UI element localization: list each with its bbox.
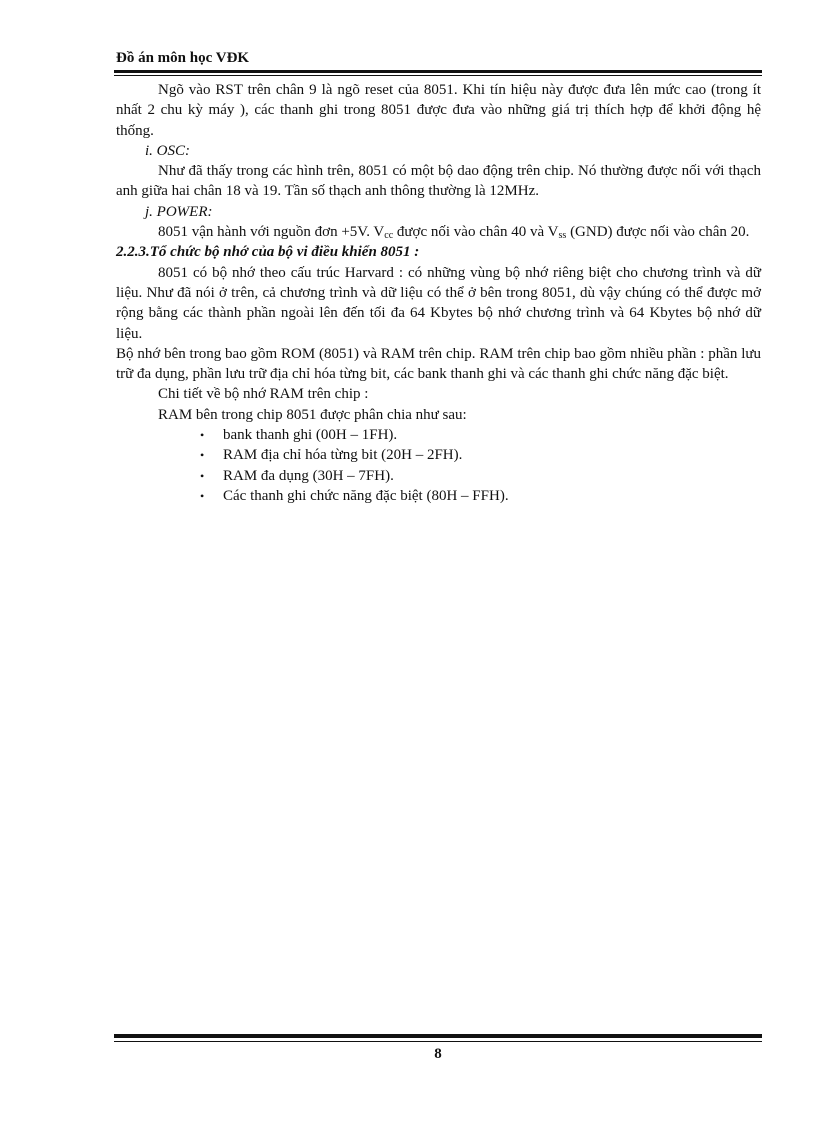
paragraph-harvard: 8051 có bộ nhớ theo cấu trúc Harvard : có những vùng bộ nhớ riêng biệt cho chương trình và dữ liệu. Như đã nói ở trên, cả chương trình và dữ liệu có thể ở bên trong 8051, dù vậy chúng có thể được mở rộng bằng các thành phần ngoài lên đến tối đa 64 Kbytes bộ nhớ chương trình và 64 Kbytes bộ nhớ dữ liệu. (116, 264, 761, 342)
list-item: • bank thanh ghi (00H – 1FH). (116, 425, 761, 445)
paragraph-rst: Ngõ vào RST trên chân 9 là ngõ reset của 8051. Khi tín hiệu này được đưa lên mức cao (trong ít nhất 2 chu kỳ máy ), các thanh ghi trong 8051 được đưa vào những giá trị thích hợp để khởi động hệ thống. (116, 82, 761, 139)
subheading-power: j. POWER: (145, 203, 213, 220)
header-rule-thin (114, 75, 762, 76)
page-number: 8 (434, 1046, 442, 1062)
list-item: • Các thanh ghi chức năng đặc biệt (80H – FFH). (116, 486, 761, 506)
paragraph-power (116, 222, 761, 242)
power-text-2: được nối vào chân 40 và V (393, 224, 559, 241)
section-heading-memory: 2.2.3.Tổ chức bộ nhớ của bộ vi điều khiển 8051 : (116, 244, 420, 261)
paragraph-osc: Như đã thấy trong các hình trên, 8051 có một bộ dao động trên chip. Nó thường được nối với thạch anh giữa hai chân 18 và 19. Tần số thạch anh thông thường là 12MHz. (116, 163, 761, 200)
list-item: • RAM địa chỉ hóa từng bit (20H – 2FH). (116, 445, 761, 465)
vcc-subscript: cc (384, 230, 394, 242)
list-item: • RAM đa dụng (30H – 7FH). (116, 466, 761, 486)
paragraph-ram-division: RAM bên trong chip 8051 được phân chia như sau: (158, 406, 467, 423)
footer-rule (114, 1034, 762, 1038)
power-text-3: (GND) được nối vào chân 20. (566, 224, 750, 241)
page-content (116, 80, 761, 506)
subheading-osc: i. OSC: (145, 142, 190, 159)
footer-rule-thin (114, 1041, 762, 1042)
paragraph-internal-memory: Bộ nhớ bên trong bao gồm ROM (8051) và RAM trên chip. RAM trên chip bao gồm nhiều phần : phần lưu trữ đa dụng, phần lưu trữ địa chỉ hóa từng bit, các bank thanh ghi và các thanh ghi chức năng đặc biệt. (116, 345, 761, 383)
page-header-title: Đồ án môn học VĐK (116, 50, 250, 66)
header-rule (114, 70, 762, 73)
ram-division-list (116, 425, 761, 506)
paragraph-ram-detail: Chi tiết về bộ nhớ RAM trên chip : (158, 386, 369, 403)
vss-subscript: ss (558, 230, 567, 242)
power-text-1: 8051 vận hành với nguồn đơn +5V. V (158, 224, 385, 241)
